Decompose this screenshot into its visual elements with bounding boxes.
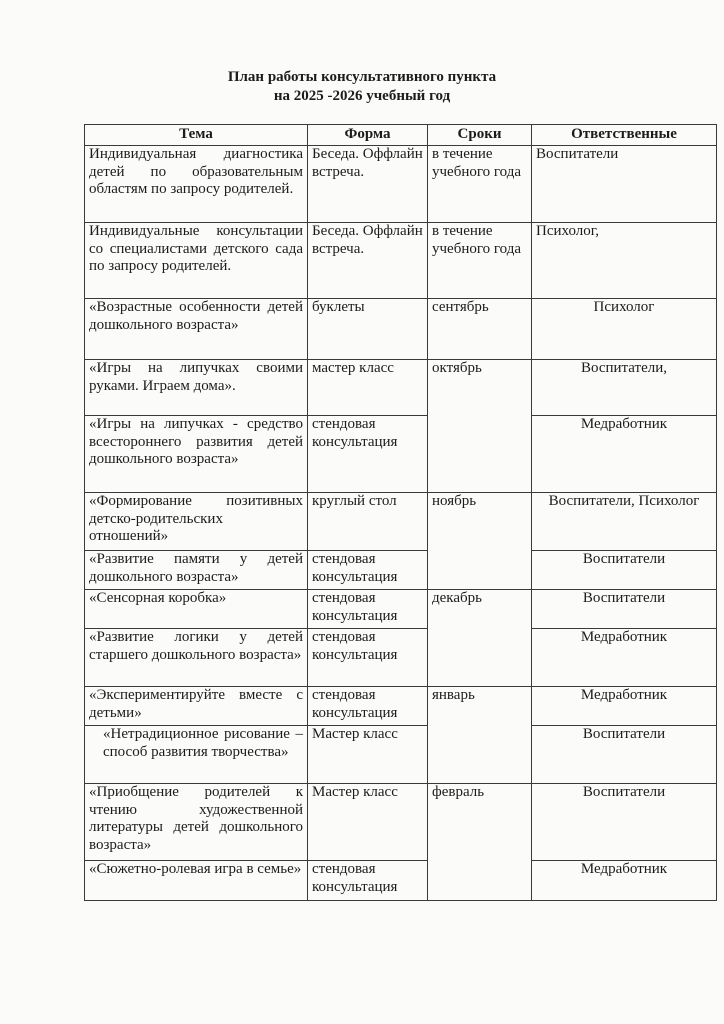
cell-responsible: Медработник [532,687,717,726]
table-row [85,861,717,901]
cell-form: мастер класс [308,360,428,416]
cell-form: буклеты [308,299,428,360]
cell-topic: «Сюжетно-ролевая игра в семье» [85,861,308,901]
header-topic: Тема [85,125,308,146]
cell-timing: ноябрь [428,493,532,590]
table-row [85,687,717,726]
table-row [85,726,717,784]
cell-form: стендовая консультация [308,416,428,493]
cell-responsible: Воспитатели [532,784,717,861]
cell-timing: январь [428,687,532,784]
cell-form: Мастер класс [308,784,428,861]
title-line-2: на 2025 -2026 учебный год [273,88,451,104]
cell-topic: «Развитие логики у детей старшего дошкольного возраста» [85,629,308,687]
table-row [85,360,717,416]
cell-timing: в течение учебного года [428,146,532,223]
cell-timing: в течение учебного года [428,223,532,299]
cell-topic: «Возрастные особенности детей дошкольного возраста» [85,299,308,360]
table-row [85,146,717,223]
cell-timing: февраль [428,784,532,901]
table-row [85,629,717,687]
cell-responsible: Психолог [532,299,717,360]
cell-form: круглый стол [308,493,428,551]
cell-responsible: Медработник [532,861,717,901]
cell-form: Мастер класс [308,726,428,784]
cell-timing: сентябрь [428,299,532,360]
table-row [85,590,717,629]
consultation-plan-table [84,124,717,901]
table-row [85,223,717,299]
cell-topic: «Игры на липучках - средство всестороннего развития детей дошкольного возраста» [85,416,308,493]
cell-form: Беседа. Оффлайн встреча. [308,223,428,299]
cell-responsible: Воспитатели [532,146,717,223]
table-row [85,784,717,861]
cell-responsible: Воспитатели [532,726,717,784]
cell-form: стендовая консультация [308,687,428,726]
cell-responsible: Воспитатели [532,551,717,590]
cell-topic: «Развитие памяти у детей дошкольного возраста» [85,551,308,590]
cell-responsible: Воспитатели, Психолог [532,493,717,551]
header-timing: Сроки [428,125,532,146]
cell-responsible: Психолог, [532,223,717,299]
cell-responsible: Медработник [532,629,717,687]
header-responsible: Ответственные [532,125,717,146]
cell-topic: «Нетрадиционное рисование – способ развития творчества» [85,726,308,784]
header-form: Форма [308,125,428,146]
title-line-1: План работы консультативного пункта [227,69,497,85]
cell-timing: октябрь [428,360,532,493]
cell-form: стендовая консультация [308,629,428,687]
cell-topic: Индивидуальная диагностика детей по образовательным областям по запросу родителей. [85,146,308,223]
cell-topic: Индивидуальные консультации со специалистами детского сада по запросу родителей. [85,223,308,299]
cell-form: Беседа. Оффлайн встреча. [308,146,428,223]
document-title [0,68,724,106]
cell-responsible: Медработник [532,416,717,493]
cell-topic: «Экспериментируйте вместе с детьми» [85,687,308,726]
cell-topic: «Формирование позитивных детско-родительских отношений» [85,493,308,551]
table-row [85,551,717,590]
cell-responsible: Воспитатели, [532,360,717,416]
cell-timing: декабрь [428,590,532,687]
table-row [85,299,717,360]
cell-form: стендовая консультация [308,551,428,590]
table-row [85,493,717,551]
cell-form: стендовая консультация [308,590,428,629]
table-header-row [85,125,717,146]
cell-topic: «Приобщение родителей к чтению художественной литературы детей дошкольного возраста» [85,784,308,861]
cell-responsible: Воспитатели [532,590,717,629]
cell-topic: «Сенсорная коробка» [85,590,308,629]
cell-topic: «Игры на липучках своими руками. Играем дома». [85,360,308,416]
cell-form: стендовая консультация [308,861,428,901]
table-row [85,416,717,493]
